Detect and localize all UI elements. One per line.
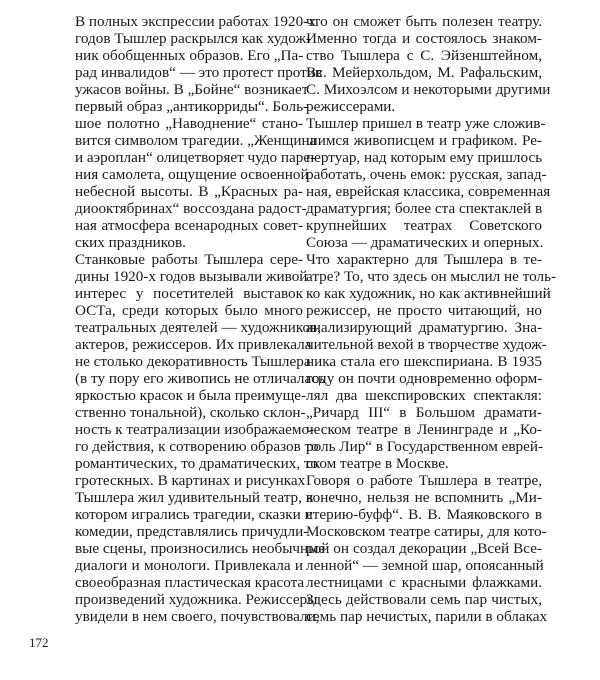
text-line: В полных экспрессии работах 1920-х [75, 13, 316, 30]
page-number: 172 [29, 635, 49, 650]
text-line: атре? То, что здесь он мыслил не толь- [306, 268, 557, 285]
text-line: лестницами с красными флажками. [306, 574, 542, 591]
text-line: романтических, то драматических, то [75, 455, 318, 472]
text-line: ник обобщенных образов. Его „Па- [75, 47, 304, 64]
text-line: ском театре в Москве. [306, 455, 449, 472]
text-line: вые сцены, произносились необычные [75, 540, 326, 557]
text-line: своеобразная пластическая красота [75, 574, 305, 591]
text-line: рад инвалидов“ — это протест против [75, 64, 323, 81]
text-line: Именно тогда и состоялось знаком- [306, 30, 542, 47]
text-line: роль Лир“ в Государственном еврей- [306, 438, 544, 455]
text-line: произведений художника. Режиссеры [75, 591, 318, 608]
text-line: го действия, к сотворению образов то [75, 438, 319, 455]
text-line: годов Тышлер раскрылся как худож- [75, 30, 311, 47]
text-line: диооктябринах“ воссоздана радост- [75, 200, 307, 217]
text-line: работать, очень емок: русская, запад- [306, 166, 547, 183]
text-line: не столько декоративность Тышлера [75, 353, 311, 370]
text-line: и аэроплан“ олицетворяет чудо паре- [75, 149, 316, 166]
text-line: Союза — драматических и оперных. [306, 234, 544, 251]
right-text-column [306, 13, 557, 625]
text-line: котором игрались трагедии, сказки и [75, 506, 313, 523]
text-line: Тышлер пришел в театр уже сложив- [306, 115, 546, 132]
text-line: актеров, режиссеров. Их привлекала [75, 336, 312, 353]
text-line: ственно тональной), сколько склон- [75, 404, 306, 421]
text-line: стерию-буфф“. В. В. Маяковского в [306, 506, 542, 523]
text-line: театральных деятелей — художников, [75, 319, 322, 336]
text-line: ческом театре в Ленинграде и „Ко- [306, 421, 542, 438]
text-line: ужасов войны. В „Бойне“ возникает [75, 81, 309, 98]
text-line: крупнейших театрах Советского [306, 217, 542, 234]
text-line: Станковые работы Тышлера сере- [75, 251, 303, 268]
text-line: ника стала его шекспириана. В 1935 [306, 353, 542, 370]
text-line: семь пар нечистых, парили в облаках [306, 608, 548, 625]
text-line: лял два шекспировских спектакля: [306, 387, 542, 404]
text-line: рой он создал декорации „Всей Все- [306, 540, 542, 557]
text-line: Вс. Мейерхольдом, М. Рафальским, [306, 64, 542, 81]
text-line: ния самолета, ощущение освоенной [75, 166, 309, 183]
text-line: чительной вехой в творчестве худож- [306, 336, 547, 353]
text-line: увидели в нем своего, почувствовали, [75, 608, 320, 625]
text-line: ство Тышлера с С. Эйзенштейном, [306, 47, 542, 64]
text-line: ная атмосфера всенародных совет- [75, 217, 303, 234]
text-line: ленной“ — земной шар, опоясанный [306, 557, 544, 574]
text-line: „Ричард III“ в Большом драмати- [306, 404, 542, 421]
text-line: анализирующий драматургию. Зна- [306, 319, 542, 336]
text-line: Здесь действовали семь пар чистых, [306, 591, 542, 608]
text-line: драматургия; более ста спектаклей в [306, 200, 543, 217]
text-line: Московском театре сатиры, для кото- [306, 523, 547, 540]
text-line: Тышлера жил удивительный театр, в [75, 489, 313, 506]
text-line: гротескных. В картинах и рисунках [75, 472, 306, 489]
text-line: шимся живописцем и графиком. Ре- [306, 132, 542, 149]
text-line: ОСТа, среди которых было много [75, 302, 303, 319]
text-line: яркостью красок и была преимуще- [75, 387, 307, 404]
text-line: шое полотно „Наводнение“ стано- [75, 115, 303, 132]
text-line: конечно, нельзя не вспомнить „Ми- [306, 489, 542, 506]
text-line: ских праздников. [75, 234, 186, 251]
left-text-column [75, 13, 326, 625]
text-line: комедии, представлялись причудли- [75, 523, 309, 540]
text-line: диалоги и монологи. Привлекала и [75, 557, 303, 574]
text-line: году он почти одновременно оформ- [306, 370, 543, 387]
text-line: что он сможет быть полезен театру. [306, 13, 542, 30]
text-line: (в ту пору его живопись не отличалась [75, 370, 325, 387]
text-line: пертуар, над которым ему пришлось [306, 149, 543, 166]
text-line: первый образ „антикорриды“. Боль- [75, 98, 309, 115]
text-line: ко как художник, но как активнейший [306, 285, 551, 302]
text-line: дины 1920-х годов вызывали живой [75, 268, 308, 285]
text-line: небесной высоты. В „Красных ра- [75, 183, 303, 200]
text-line: Говоря о работе Тышлера в театре, [306, 472, 542, 489]
text-line: ность к театрализации изображаемо- [75, 421, 315, 438]
text-line: режиссер, не просто читающий, но [306, 302, 542, 319]
text-line: Что характерно для Тышлера в те- [306, 251, 542, 268]
text-line: вится символом трагедии. „Женщина [75, 132, 317, 149]
text-line: С. Михоэлсом и некоторыми другими [306, 81, 551, 98]
text-line: ная, еврейская классика, современная [306, 183, 551, 200]
text-line: интерес у посетителей выставок [75, 285, 303, 302]
text-line: режиссерами. [306, 98, 396, 115]
